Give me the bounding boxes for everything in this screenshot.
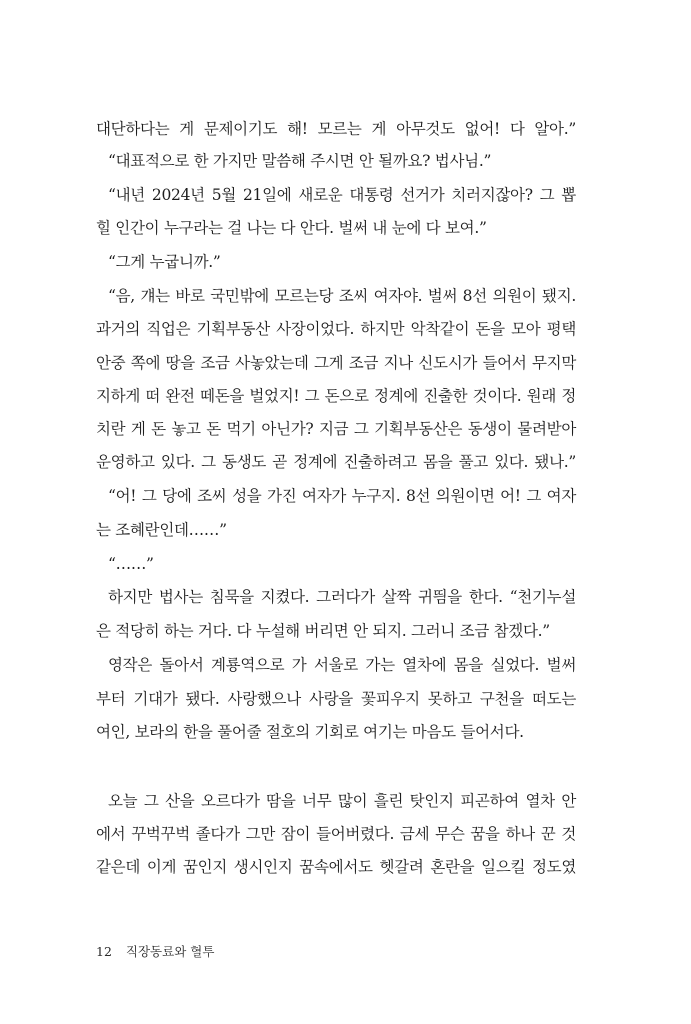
text-line: “내년 2024년 5월 21일에 새로운 대통령 선거가 치러지잖아? 그 뽑 bbox=[108, 186, 576, 204]
text-line: 과거의 직업은 기획부동산 사장이었다. 하지만 악착같이 돈을 모아 평택 bbox=[96, 320, 576, 338]
page-number: 12 bbox=[96, 944, 112, 959]
text-line: “……” bbox=[108, 555, 154, 573]
text-line: 오늘 그 산을 오르다가 땀을 너무 많이 흘린 탓인지 피곤하여 열차 안 bbox=[108, 792, 576, 810]
text-line: 하지만 법사는 침묵을 지켰다. 그러다가 살짝 귀띔을 한다. “천기누설 bbox=[108, 588, 576, 606]
text-line: 지하게 떠 완전 떼돈을 벌었지! 그 돈으로 정계에 진출한 것이다. 원래 정 bbox=[96, 387, 576, 405]
text-line: “그게 누굽니까.” bbox=[108, 253, 221, 271]
text-line: “음, 걔는 바로 국민밖에 모르는당 조씨 여자야. 벌써 8선 의원이 됐지. bbox=[108, 287, 576, 305]
text-line: 부터 기대가 됐다. 사랑했으나 사랑을 꽃피우지 못하고 구천을 떠도는 bbox=[96, 690, 576, 708]
running-title: 직장동료와 혈투 bbox=[125, 944, 215, 959]
page-footer bbox=[96, 942, 214, 962]
text-line: 안중 쪽에 땅을 조금 사놓았는데 그게 조금 지나 신도시가 들어서 무지막 bbox=[96, 354, 576, 372]
text-line: 에서 꾸벅꾸벅 졸다가 그만 잠이 들어버렸다. 금세 무슨 꿈을 하나 꾼 것 bbox=[96, 825, 576, 843]
text-line: 대단하다는 게 문제이기도 해! 모르는 게 아무것도 없어! 다 알아.” bbox=[96, 120, 576, 138]
text-line: “대표적으로 한 가지만 말씀해 주시면 안 될까요? 법사님.” bbox=[108, 152, 492, 170]
text-line: 은 적당히 하는 거다. 다 누설해 버리면 안 되지. 그러니 조금 참겠다.” bbox=[96, 622, 550, 640]
text-line: “어! 그 당에 조씨 성을 가진 여자가 누구지. 8선 의원이면 어! 그 여자 bbox=[108, 487, 576, 505]
text-line: 영작은 돌아서 계룡역으로 가 서울로 가는 열차에 몸을 실었다. 벌써 bbox=[108, 656, 576, 674]
text-line: 여인, 보라의 한을 풀어줄 절호의 기회로 여기는 마음도 들어서다. bbox=[96, 723, 524, 741]
text-line: 는 조혜란인데……” bbox=[96, 521, 227, 539]
text-line: 치란 게 돈 놓고 돈 먹기 아닌가? 지금 그 기획부동산은 동생이 물려받아 bbox=[96, 420, 576, 438]
text-line: 운영하고 있다. 그 동생도 곧 정계에 진출하려고 몸을 풀고 있다. 됐나.” bbox=[96, 453, 576, 471]
text-line: 힐 인간이 누구라는 걸 나는 다 안다. 벌써 내 눈에 다 보여.” bbox=[96, 219, 487, 237]
text-line: 같은데 이게 꿈인지 생시인지 꿈속에서도 헷갈려 혼란을 일으킬 정도였 bbox=[96, 858, 576, 876]
